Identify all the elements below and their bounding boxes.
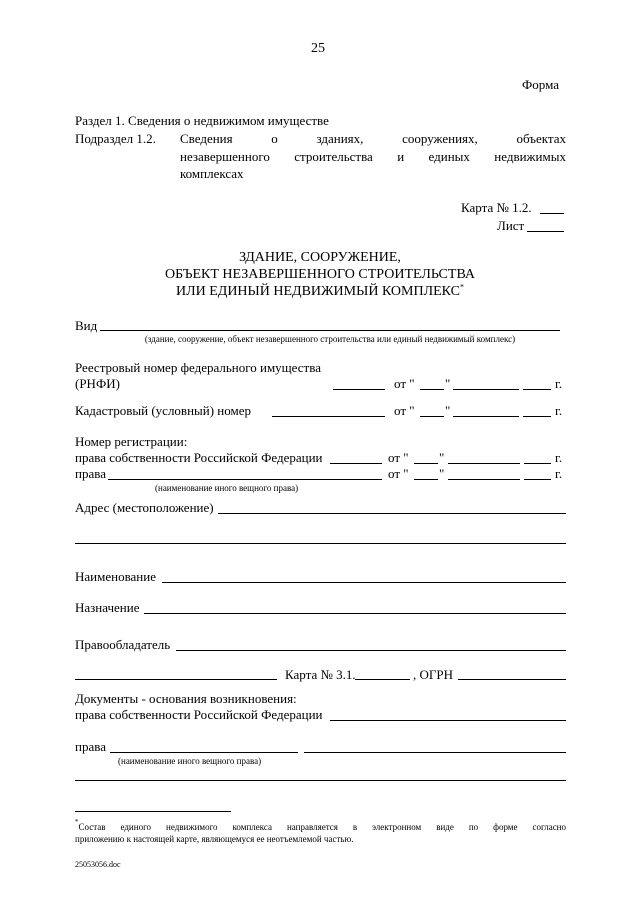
registration-rf-number-line[interactable] bbox=[330, 463, 382, 464]
documents-other-right-line[interactable] bbox=[110, 752, 298, 753]
vid-label: Вид bbox=[75, 318, 98, 333]
date-month-line[interactable] bbox=[448, 479, 520, 480]
title-text: ИЛИ ЕДИНЫЙ НЕДВИЖИМЫЙ КОМПЛЕКС bbox=[176, 284, 460, 299]
documents-rf-line[interactable] bbox=[330, 720, 566, 721]
footnote-text-1: Состав единого недвижимого комплекса направляется в электронном виде по форме согласно bbox=[78, 822, 566, 832]
subsection-word: сооружениях, bbox=[402, 131, 478, 146]
page-number: 25 bbox=[311, 41, 325, 56]
subsection-word: о bbox=[271, 131, 278, 146]
documents-extra-line[interactable] bbox=[75, 780, 566, 781]
footnote-line-2: приложению к настоящей карте, являющемуся ее неотъемлемой частью. bbox=[75, 834, 354, 844]
date-year: г. bbox=[555, 376, 563, 391]
documents-other-hint: (наименование иного вещного права) bbox=[118, 756, 262, 766]
sheet-line[interactable] bbox=[527, 231, 564, 232]
sheet-label: Лист bbox=[497, 218, 525, 233]
footnote-line-1 bbox=[75, 818, 566, 833]
footnote-mark: * bbox=[75, 818, 79, 826]
address-line-2[interactable] bbox=[75, 543, 566, 544]
subsection-word: единых bbox=[428, 149, 470, 164]
documents-other-label: права bbox=[75, 739, 106, 754]
name-label: Наименование bbox=[75, 569, 156, 584]
date-year-line[interactable] bbox=[523, 389, 551, 390]
address-label: Адрес (местоположение) bbox=[75, 500, 214, 515]
subsection-line-3: комплексах bbox=[180, 166, 244, 181]
registration-other-label: права bbox=[75, 466, 106, 481]
rnfi-number-line[interactable] bbox=[333, 389, 385, 390]
documents-rf-label: права собственности Российской Федерации bbox=[75, 707, 323, 722]
date-from: от " bbox=[388, 466, 409, 481]
subsection-word: незавершенного bbox=[180, 149, 270, 164]
date-year: г. bbox=[555, 450, 563, 465]
footnote-mark: * bbox=[459, 282, 464, 292]
subsection-label: Подраздел 1.2. bbox=[75, 131, 156, 146]
vid-line[interactable] bbox=[100, 330, 560, 331]
subsection-word: Сведения bbox=[180, 131, 233, 146]
date-quote: " bbox=[445, 403, 451, 418]
date-quote: " bbox=[445, 376, 451, 391]
purpose-line[interactable] bbox=[144, 613, 566, 614]
other-right-hint: (наименование иного вещного права) bbox=[155, 483, 299, 493]
holder-continuation-line[interactable] bbox=[75, 679, 277, 680]
date-month-line[interactable] bbox=[448, 463, 520, 464]
holder-line[interactable] bbox=[176, 650, 566, 651]
date-year-line[interactable] bbox=[523, 416, 551, 417]
date-day-line[interactable] bbox=[420, 416, 444, 417]
document-title-line-2: ОБЪЕКТ НЕЗАВЕРШЕННОГО СТРОИТЕЛЬСТВА bbox=[164, 267, 476, 282]
registration-rf-label: права собственности Российской Федерации bbox=[75, 450, 323, 465]
card31-label: Карта № 3.1. bbox=[285, 667, 356, 682]
subsection-line-1 bbox=[180, 131, 566, 146]
subsection-word: недвижимых bbox=[494, 149, 566, 164]
cadastral-number-line[interactable] bbox=[272, 416, 385, 417]
ogrn-label: , ОГРН bbox=[413, 667, 454, 682]
date-year-line[interactable] bbox=[524, 463, 551, 464]
date-day-line[interactable] bbox=[420, 389, 444, 390]
date-from: от " bbox=[394, 403, 415, 418]
document-title-line-1: ЗДАНИЕ, СООРУЖЕНИЕ, bbox=[239, 250, 401, 265]
registration-header: Номер регистрации: bbox=[75, 434, 188, 449]
registration-other-right-line[interactable] bbox=[108, 479, 382, 480]
documents-header: Документы - основания возникновения: bbox=[75, 691, 297, 706]
date-year: г. bbox=[555, 466, 563, 481]
date-year: г. bbox=[555, 403, 563, 418]
date-from: от " bbox=[394, 376, 415, 391]
subsection-word: и bbox=[397, 149, 405, 164]
date-month-line[interactable] bbox=[453, 416, 519, 417]
ogrn-line[interactable] bbox=[458, 679, 566, 680]
vid-hint: (здание, сооружение, объект незавершенного строительства или единый недвижимый комплекс) bbox=[144, 334, 516, 344]
card-number-line[interactable] bbox=[540, 213, 564, 214]
purpose-label: Назначение bbox=[75, 600, 140, 615]
documents-other-detail-line[interactable] bbox=[304, 752, 566, 753]
rnfi-label-2: (РНФИ) bbox=[75, 376, 120, 391]
date-day-line[interactable] bbox=[414, 479, 438, 480]
date-quote: " bbox=[439, 466, 445, 481]
date-quote: " bbox=[439, 450, 445, 465]
subsection-word: зданиях, bbox=[316, 131, 364, 146]
card31-number-line[interactable] bbox=[355, 679, 410, 680]
holder-label: Правообладатель bbox=[75, 637, 171, 652]
date-month-line[interactable] bbox=[453, 389, 519, 390]
rnfi-label-1: Реестровый номер федерального имущества bbox=[75, 360, 321, 375]
card-number: Карта № 1.2. bbox=[461, 200, 532, 215]
cadastral-label: Кадастровый (условный) номер bbox=[75, 403, 252, 418]
document-id: 25053056.doc bbox=[75, 860, 121, 869]
name-line[interactable] bbox=[162, 582, 566, 583]
address-line-1[interactable] bbox=[218, 513, 566, 514]
subsection-word: строительства bbox=[294, 149, 373, 164]
section-title: Раздел 1. Сведения о недвижимом имуществе bbox=[75, 113, 329, 128]
document-title-line-3 bbox=[100, 284, 540, 300]
date-from: от " bbox=[388, 450, 409, 465]
subsection-line-2 bbox=[180, 149, 566, 164]
form-label: Форма bbox=[522, 77, 559, 92]
date-year-line[interactable] bbox=[524, 479, 551, 480]
date-day-line[interactable] bbox=[414, 463, 438, 464]
subsection-word: объектах bbox=[516, 131, 566, 146]
footnote-separator bbox=[75, 811, 231, 812]
